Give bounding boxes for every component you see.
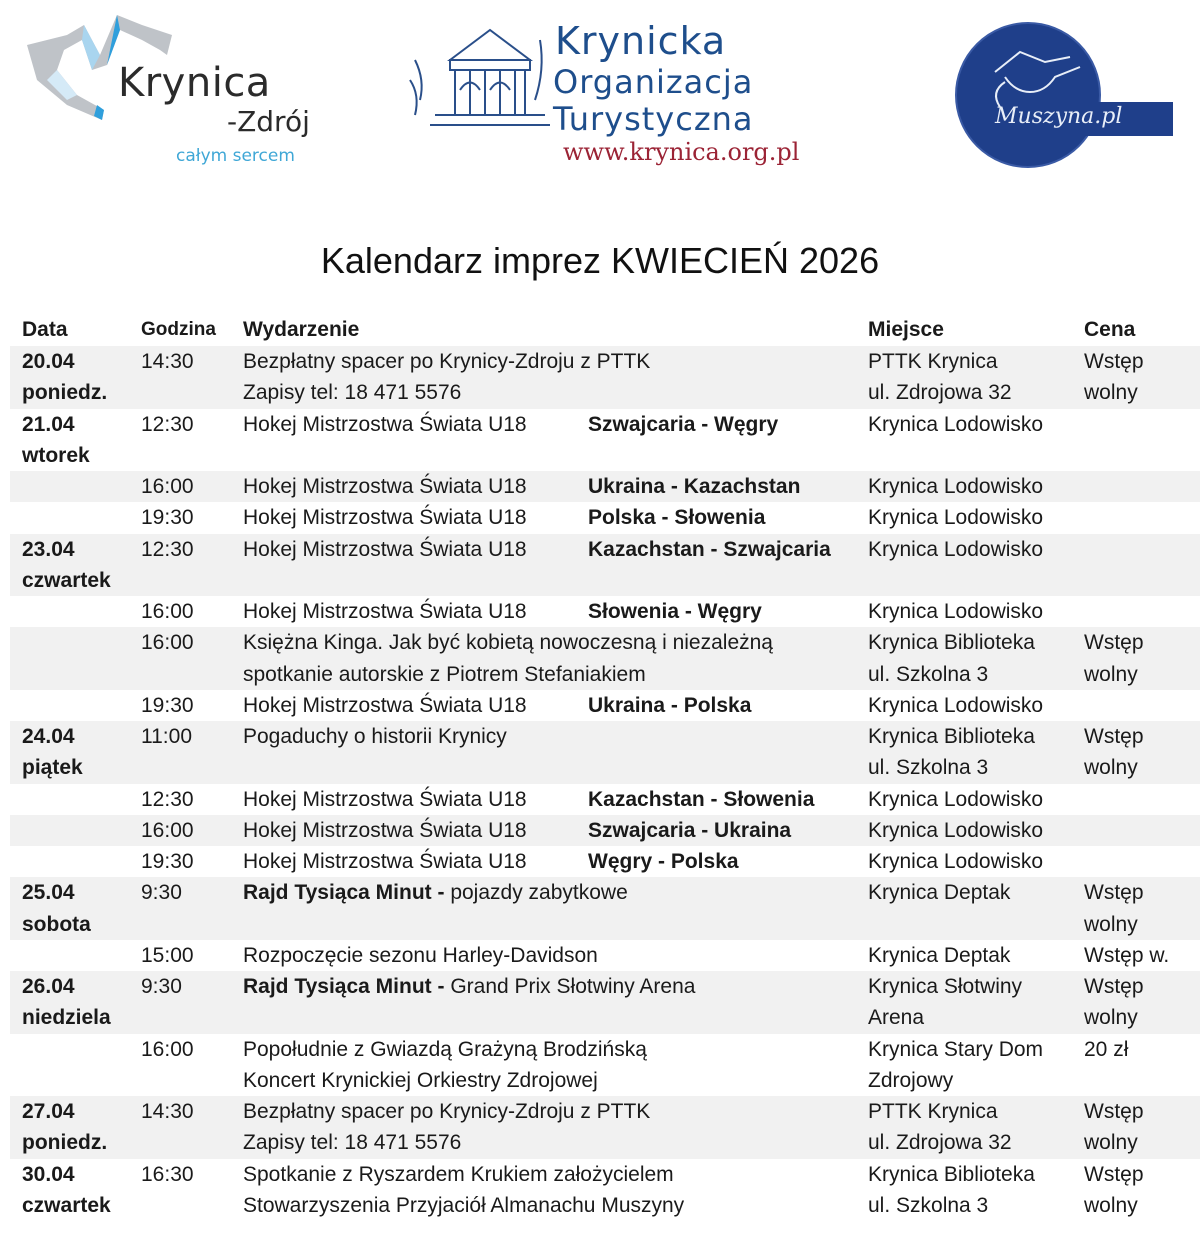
date-cell [22, 721, 83, 784]
event-cell [243, 971, 863, 1002]
match-text: Kazachstan - Szwajcaria [588, 537, 831, 561]
place-line: ul. Zdrojowa 32 [868, 1131, 1012, 1155]
time-text: 9:30 [141, 975, 182, 998]
time-cell [141, 877, 182, 908]
events-table [0, 313, 1200, 1221]
table-row [0, 690, 1200, 721]
price-line: 20 zł [1084, 1037, 1129, 1061]
event-cell [243, 1096, 863, 1159]
place-line: Krynica Lodowisko [868, 412, 1044, 436]
time-cell [141, 971, 182, 1002]
price-line: wolny [1084, 662, 1138, 686]
time-cell [141, 1096, 194, 1127]
date-cell [22, 534, 111, 597]
price-cell [1084, 346, 1144, 409]
date-cell [22, 409, 90, 472]
place-cell [868, 596, 1043, 627]
event-subtitle: Grand Prix Słotwiny Arena [444, 975, 696, 998]
col-header-price: Cena [1084, 318, 1136, 341]
price-line: wolny [1084, 912, 1138, 936]
match-cell [588, 471, 800, 502]
time-cell [141, 534, 194, 565]
place-cell [868, 690, 1043, 721]
col-header-date: Data [22, 318, 68, 341]
event-line: Hokej Mistrzostwa Świata U18 [243, 506, 527, 530]
time-text: 16:30 [141, 1162, 194, 1186]
place-line: Zdrojowy [868, 1068, 954, 1092]
time-cell [141, 627, 194, 658]
kot-name-line2: Organizacja [553, 63, 754, 101]
event-cell [243, 940, 863, 971]
price-cell [1084, 940, 1169, 971]
kot-name-line1: Krynicka [555, 19, 727, 63]
event-subtitle: pojazdy zabytkowe [444, 881, 628, 905]
col-header-event: Wydarzenie [243, 318, 360, 341]
match-text: Szwajcaria - Ukraina [588, 818, 792, 842]
price-cell [1084, 627, 1144, 690]
time-text: 15:00 [141, 943, 194, 967]
date-text: 25.04 [22, 881, 75, 905]
price-cell [1084, 721, 1144, 784]
event-line: Hokej Mistrzostwa Świata U18 [243, 412, 527, 436]
price-line: wolny [1084, 1193, 1138, 1217]
time-cell [141, 690, 194, 721]
place-cell [868, 877, 1010, 908]
event-line: Zapisy tel: 18 471 5576 [243, 1131, 462, 1155]
event-line: Hokej Mistrzostwa Świata U18 [243, 787, 527, 811]
place-line: Krynica Deptak [868, 943, 1011, 967]
match-cell [588, 690, 751, 721]
header-logos [0, 0, 1200, 180]
event-line: Pogaduchy o historii Krynicy [243, 725, 507, 748]
date-text: 26.04 [22, 975, 75, 998]
place-cell [868, 627, 1035, 690]
table-row [0, 409, 1200, 472]
place-cell [868, 409, 1043, 440]
table-row [10, 721, 1200, 784]
match-cell [588, 409, 778, 440]
event-line: Hokej Mistrzostwa Świata U18 [243, 475, 527, 498]
price-line: Wstęp [1084, 725, 1144, 748]
time-cell [141, 721, 192, 752]
table-row [10, 877, 1200, 940]
match-text: Słowenia - Węgry [588, 600, 762, 623]
place-line: Krynica Biblioteka [868, 1162, 1035, 1186]
place-cell [868, 846, 1043, 877]
time-text: 16:00 [141, 1037, 194, 1061]
time-text: 19:30 [141, 506, 194, 530]
kot-name-line3: Turystyczna [553, 100, 754, 138]
price-line: wolny [1084, 756, 1138, 780]
date-cell [22, 877, 91, 940]
time-text: 12:30 [141, 412, 194, 436]
date-text: 24.04 [22, 725, 75, 748]
place-cell [868, 1159, 1035, 1222]
event-line: Bezpłatny spacer po Krynicy-Zdroju z PTTK [243, 350, 651, 373]
date-text: 21.04 [22, 412, 75, 436]
date-cell [22, 346, 107, 409]
table-row [10, 971, 1200, 1034]
match-text: Ukraina - Kazachstan [588, 475, 801, 498]
time-text: 11:00 [141, 725, 192, 748]
date-text: 20.04 [22, 350, 75, 373]
match-text: Polska - Słowenia [588, 506, 766, 530]
price-line: Wstęp [1084, 975, 1144, 998]
place-line: Krynica Biblioteka [868, 631, 1035, 655]
table-row [0, 596, 1200, 627]
time-cell [141, 815, 194, 846]
time-text: 12:30 [141, 787, 194, 811]
event-cell [243, 346, 863, 409]
place-line: ul. Szkolna 3 [868, 756, 989, 780]
price-cell [1084, 1159, 1144, 1222]
muszyna-logo [955, 22, 1180, 170]
table-header [0, 313, 1200, 346]
place-cell [868, 534, 1043, 565]
kot-logo [405, 15, 845, 170]
event-cell [243, 721, 863, 752]
place-line: Krynica Lodowisko [868, 600, 1044, 623]
match-cell [588, 815, 791, 846]
date-cell [22, 1096, 107, 1159]
event-line: Hokej Mistrzostwa Świata U18 [243, 537, 527, 561]
price-line: Wstęp [1084, 1162, 1144, 1186]
event-line [243, 971, 863, 1002]
krynica-logo-text: Krynica [118, 60, 271, 106]
event-line: spotkanie autorskie z Piotrem Stefaniakiem [243, 662, 646, 686]
match-cell [588, 846, 739, 877]
event-cell [243, 1159, 863, 1222]
place-line: PTTK Krynica [868, 1100, 998, 1123]
table-row [10, 534, 1200, 597]
event-title-bold: Rajd Tysiąca Minut - [243, 975, 445, 998]
event-line [243, 877, 863, 908]
event-line: Hokej Mistrzostwa Świata U18 [243, 818, 527, 842]
table-row [10, 471, 1200, 502]
pavilion-icon [405, 20, 550, 140]
weekday-text: poniedz. [22, 1131, 108, 1155]
weekday-text: piątek [22, 756, 83, 780]
place-cell [868, 1096, 1012, 1159]
place-cell [868, 346, 1012, 409]
match-text: Szwajcaria - Węgry [588, 412, 779, 436]
match-cell [588, 534, 831, 565]
time-text: 9:30 [141, 881, 182, 905]
place-line: PTTK Krynica [868, 350, 998, 373]
time-cell [141, 1159, 194, 1190]
place-cell [868, 971, 1022, 1034]
event-line: Zapisy tel: 18 471 5576 [243, 381, 462, 405]
time-text: 16:00 [141, 818, 194, 842]
time-cell [141, 846, 194, 877]
table-body [0, 346, 1200, 1221]
place-cell [868, 940, 1010, 971]
price-line: Wstęp [1084, 350, 1144, 373]
table-row [10, 627, 1200, 690]
weekday-text: czwartek [22, 1193, 111, 1217]
time-cell [141, 784, 194, 815]
price-line: wolny [1084, 1131, 1138, 1155]
table-row [0, 846, 1200, 877]
table-row [0, 784, 1200, 815]
time-cell [141, 596, 194, 627]
event-line: Hokej Mistrzostwa Świata U18 [243, 600, 527, 623]
match-cell [588, 784, 814, 815]
time-text: 14:30 [141, 1100, 194, 1123]
place-cell [868, 471, 1043, 502]
price-cell [1084, 971, 1144, 1034]
event-cell [243, 502, 863, 533]
place-line: Krynica Lodowisko [868, 506, 1044, 530]
table-row [0, 940, 1200, 971]
place-line: Krynica Lodowisko [868, 475, 1044, 498]
weekday-text: poniedz. [22, 381, 108, 405]
time-cell [141, 409, 194, 440]
date-text: 23.04 [22, 537, 75, 561]
time-cell [141, 502, 194, 533]
time-text: 14:30 [141, 350, 194, 373]
place-cell [868, 721, 1035, 784]
price-line: Wstęp [1084, 1100, 1144, 1123]
price-cell [1084, 1096, 1144, 1159]
time-text: 12:30 [141, 537, 194, 561]
event-line: Popołudnie z Gwiazdą Grażyną Brodzińską [243, 1037, 647, 1061]
event-line: Hokej Mistrzostwa Świata U18 [243, 693, 527, 717]
tagline-text: całym sercem [176, 146, 295, 166]
event-line: Koncert Krynickiej Orkiestry Zdrojowej [243, 1068, 598, 1092]
event-line: Księżna Kinga. Jak być kobietą nowoczesną i niezależną [243, 631, 773, 655]
price-line: Wstęp w. [1084, 943, 1170, 967]
col-header-place: Miejsce [868, 318, 944, 341]
table-row [10, 1096, 1200, 1159]
time-text: 19:30 [141, 693, 194, 717]
price-line: Wstęp [1084, 631, 1144, 655]
zdroj-logo-text: -Zdrój [227, 105, 310, 138]
event-cell [243, 596, 863, 627]
price-line: wolny [1084, 1006, 1138, 1030]
time-cell [141, 471, 194, 502]
place-line: ul. Zdrojowa 32 [868, 381, 1012, 405]
weekday-text: wtorek [22, 443, 90, 467]
muszyna-name: Muszyna.pl [995, 104, 1123, 129]
place-cell [868, 815, 1043, 846]
kot-url: www.krynica.org.pl [563, 138, 800, 166]
place-line: Krynica Lodowisko [868, 850, 1044, 873]
match-cell [588, 596, 762, 627]
table-row [0, 1159, 1200, 1222]
price-line: Wstęp [1084, 881, 1144, 905]
weekday-text: niedziela [22, 1006, 111, 1030]
time-text: 16:00 [141, 631, 194, 655]
weekday-text: czwartek [22, 568, 111, 592]
time-cell [141, 1034, 194, 1065]
event-line: Hokej Mistrzostwa Świata U18 [243, 850, 527, 873]
event-cell [243, 846, 863, 877]
match-cell [588, 502, 765, 533]
match-text: Węgry - Polska [588, 850, 739, 873]
table-row [0, 1034, 1200, 1097]
event-line: Stowarzyszenia Przyjaciół Almanachu Muszyny [243, 1193, 685, 1217]
event-cell [243, 1034, 863, 1097]
time-text: 16:00 [141, 600, 194, 623]
event-line: Bezpłatny spacer po Krynicy-Zdroju z PTTK [243, 1100, 651, 1123]
event-cell [243, 877, 863, 908]
price-cell [1084, 877, 1144, 940]
place-line: ul. Szkolna 3 [868, 1193, 989, 1217]
match-text: Ukraina - Polska [588, 693, 752, 717]
page-title: Kalendarz imprez KWIECIEŃ 2026 [320, 240, 880, 281]
event-line: Spotkanie z Ryszardem Krukiem założycielem [243, 1162, 674, 1186]
place-line: Krynica Słotwiny [868, 975, 1023, 998]
place-line: Krynica Lodowisko [868, 537, 1044, 561]
date-cell [22, 1159, 111, 1222]
match-text: Kazachstan - Słowenia [588, 787, 815, 811]
date-text: 27.04 [22, 1100, 75, 1123]
price-cell [1084, 1034, 1128, 1065]
weekday-text: sobota [22, 912, 91, 936]
place-line: Arena [868, 1006, 925, 1030]
price-line: wolny [1084, 381, 1138, 405]
time-text: 19:30 [141, 850, 194, 873]
event-cell [243, 690, 863, 721]
table-row [10, 815, 1200, 846]
time-text: 16:00 [141, 475, 194, 498]
table-row [10, 346, 1200, 409]
event-title-bold: Rajd Tysiąca Minut - [243, 881, 445, 905]
col-header-time: Godzina [141, 319, 216, 340]
place-line: Krynica Lodowisko [868, 787, 1044, 811]
place-cell [868, 502, 1043, 533]
place-line: Krynica Biblioteka [868, 725, 1035, 748]
krynica-zdroj-logo [22, 10, 322, 170]
table-row [0, 502, 1200, 533]
place-cell [868, 1034, 1043, 1097]
time-cell [141, 940, 194, 971]
event-line: Rozpoczęcie sezonu Harley-Davidson [243, 943, 598, 967]
place-cell [868, 784, 1043, 815]
place-line: Krynica Deptak [868, 881, 1011, 905]
date-text: 30.04 [22, 1162, 75, 1186]
time-cell [141, 346, 194, 377]
date-cell [22, 971, 111, 1034]
place-line: Krynica Lodowisko [868, 693, 1044, 717]
place-line: Krynica Lodowisko [868, 818, 1044, 842]
place-line: Krynica Stary Dom [868, 1037, 1044, 1061]
event-cell [243, 627, 863, 690]
place-line: ul. Szkolna 3 [868, 662, 989, 686]
